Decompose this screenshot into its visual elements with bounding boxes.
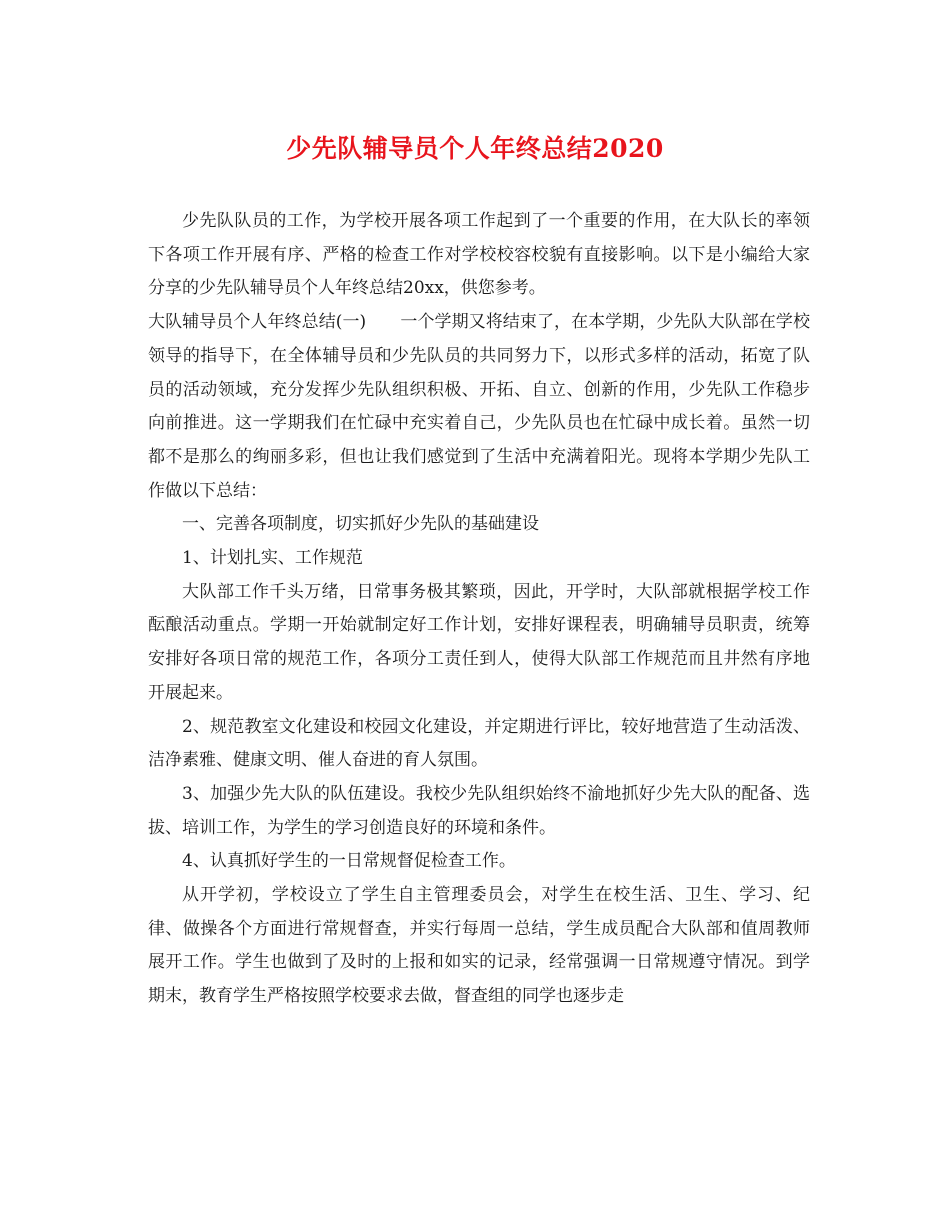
document-body	[148, 205, 810, 1014]
paragraph-daily-routine: 4、认真抓好学生的一日常规督促检查工作。	[182, 851, 516, 872]
paragraph-planning: 大队部工作千头万绪，日常事务极其繁琐，因此，开学时，大队部就根据学校工作酝酿活动重点。学期一开始就制定好工作计划，安排好课程表，明确辅导员职责，统筹安排好各项日常的规范工作，各项分工责任到人，使得大队部工作规范而且井然有序地开展起来。	[148, 581, 810, 703]
paragraph-summary-one: 大队辅导员个人年终总结(一) 一个学期又将结束了，在本学期，少先队大队部在学校领导的指导下，在全体辅导员和少先队员的共同努力下，以形式多样的活动，拓宽了队员的活动领域，充分发挥少先队组织积极、开拓、自立、创新的作用，少先队工作稳步向前推进。这一学期我们在忙碌中充实着自己，少先队员也在忙碌中成长着。虽然一切都不是那么的绚丽多彩，但也让我们感觉到了生活中充满着阳光。现将本学期少先队工作做以下总结：	[148, 312, 810, 501]
paragraph-team-building: 3、加强少先大队的队伍建设。我校少先队组织始终不渝地抓好少先大队的配备、选拔、培训工作，为学生的学习创造良好的环境和条件。	[148, 783, 810, 838]
paragraph-culture: 2、规范教室文化建设和校园文化建设，并定期进行评比，较好地营造了生动活泼、洁净素雅、健康文明、催人奋进的育人氛围。	[148, 716, 810, 771]
subheading-one: 1、计划扎实、工作规范	[182, 548, 363, 569]
paragraph-self-management: 从开学初，学校设立了学生自主管理委员会，对学生在校生活、卫生、学习、纪律、做操各个方面进行常规督查，并实行每周一总结，学生成员配合大队部和值周教师展开工作。学生也做到了及时的上报和如实的记录，经常强调一日常规遵守情况。到学期末，教育学生严格按照学校要求去做，督查组的同学也逐步走	[148, 885, 810, 1007]
document-title: 少先队辅导员个人年终总结2020	[286, 134, 664, 163]
paragraph-intro: 少先队队员的工作，为学校开展各项工作起到了一个重要的作用，在大队长的率领下各项工作开展有序、严格的检查工作对学校校容校貌有直接影响。以下是小编给大家分享的少先队辅导员个人年终总结20xx，供您参考。	[148, 211, 810, 299]
section-heading-one: 一、完善各项制度，切实抓好少先队的基础建设	[182, 514, 539, 535]
